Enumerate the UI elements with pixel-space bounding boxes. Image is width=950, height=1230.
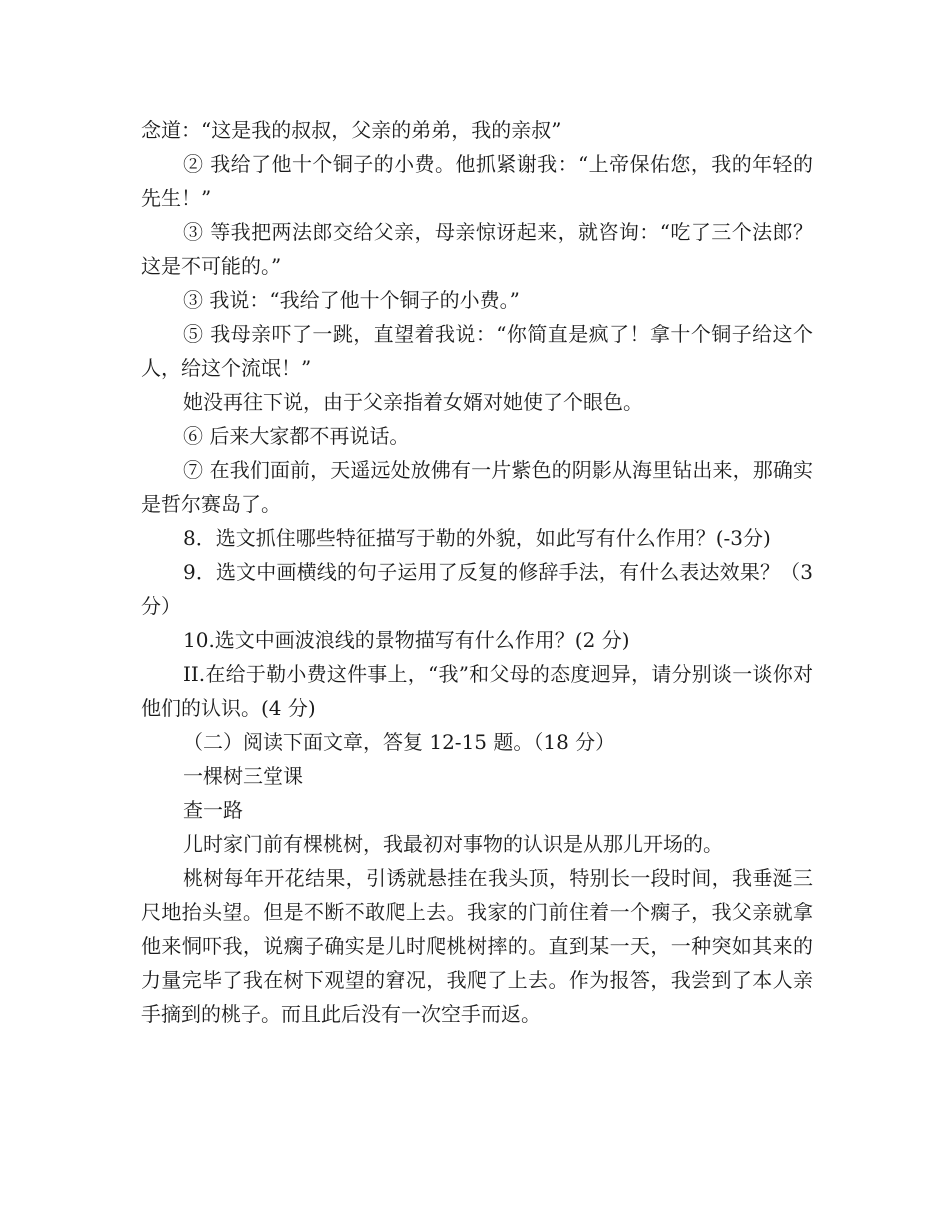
question-8: 8．选文抓住哪些特征描写于勒的外貌，如此写有什么作用？(-3分) [183,526,771,550]
article-title: 一棵树三堂课 [183,764,303,788]
question-10: 10.选文中画波浪线的景物描写有什么作用？(2 分) [183,628,630,652]
article-paragraph-1: 儿时家门前有棵桃树，我最初对事物的认识是从那儿开场的。 [183,832,723,856]
paragraph-8: ⑦ 在我们面前，天遥远处放佛有一片紫色的阴影从海里钻出来，那确实是哲尔赛岛了。 [141,458,813,516]
paragraph-3: ③ 等我把两法郎交给父亲，母亲惊讶起来，就咨询：“吃了三个法郎？这是不可能的。” [141,220,813,278]
question-9: 9．选文中画横线的句子运用了反复的修辞手法，有什么表达效果？（3 分） [141,560,813,618]
paragraph-4: ③ 我说：“我给了他十个铜子的小费。” [183,288,520,312]
article-author: 查一路 [183,798,243,822]
paragraph-7: ⑥ 后来大家都不再说话。 [183,424,410,448]
section-heading: （二）阅读下面文章，答复 12-15 题。（18 分） [183,730,616,754]
question-11: II.在给于勒小费这件事上，“我”和父母的态度迥异，请分别谈一谈你对他们的认识。(4 分) [141,662,813,720]
paragraph-2: ② 我给了他十个铜子的小费。他抓紧谢我：“上帝保佑您，我的年轻的先生！” [141,152,813,210]
article-paragraph-2: 桃树每年开花结果，引诱就悬挂在我头顶，特别长一段时间，我垂涎三尺地抬头望。但是不断不敢爬上去。我家的门前住着一个瘸子，我父亲就拿他来恫吓我，说瘸子确实是儿时爬桃树摔的。直到某一天，一种突如其来的力量完毕了我在树下观望的窘况，我爬了上去。作为报答，我尝到了本人亲手摘到的桃子。而且此后没有一次空手而返。 [141,866,813,1026]
paragraph-5: ⑤ 我母亲吓了一跳，直望着我说：“你简直是疯了！拿十个铜子给这个人，给这个流氓！” [141,322,813,380]
paragraph-6: 她没再往下说，由于父亲指着女婿对她使了个眼色。 [183,390,643,414]
paragraph-1: 念道：“这是我的叔叔，父亲的弟弟，我的亲叔” [141,118,562,142]
document-page [141,113,813,1031]
